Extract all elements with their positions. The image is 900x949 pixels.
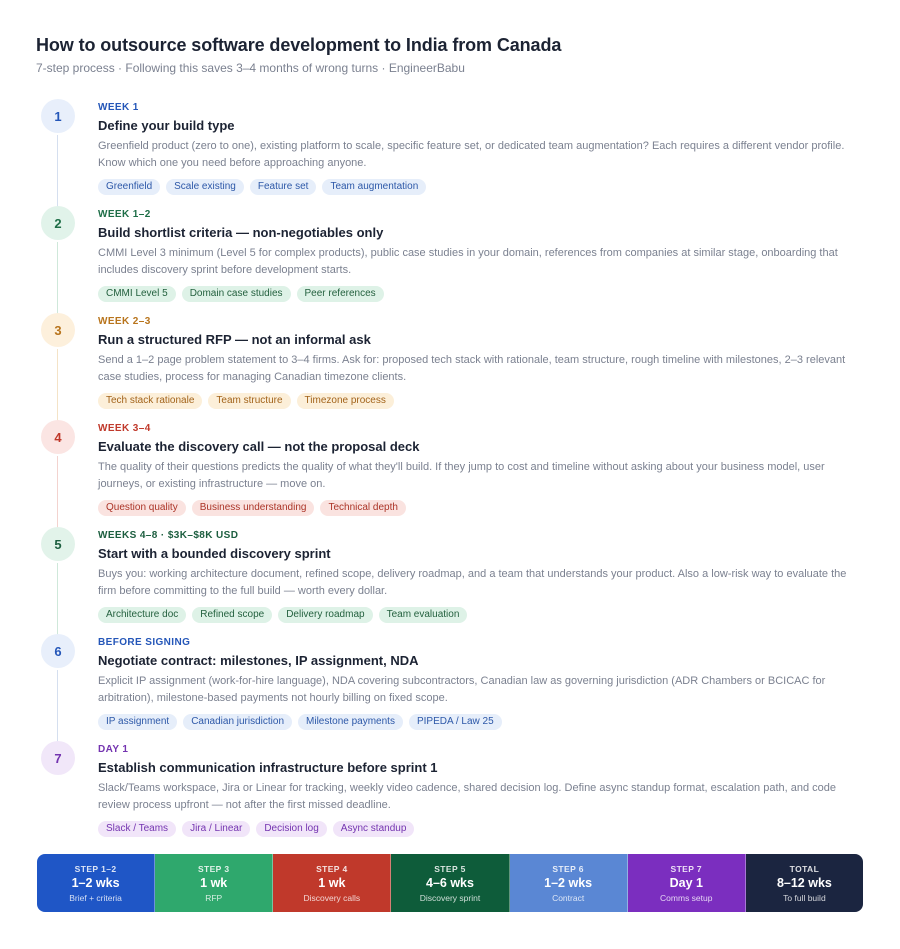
summary-cell-sub: Discovery sprint [419,892,481,903]
tag-chip: Decision log [256,821,326,837]
summary-cell [628,854,746,912]
steps-list [36,98,864,847]
step-description: Slack/Teams workspace, Jira or Linear for tracking, weekly video cadence, shared decision log. Define async standup format, escalation path, and code review process upfront — not after the first missed deadline. [98,782,837,811]
summary-cell-value: 8–12 wks [776,875,832,890]
summary-cell-label: STEP 3 [197,863,230,874]
step-connector-line [57,349,58,421]
step-content [98,423,860,516]
page-title: How to outsource software development to India from Canada [36,35,562,55]
step-3 [36,312,864,419]
tag-chip: CMMI Level 5 [98,286,176,302]
step-number-badge: 7 [41,741,75,775]
step-title: Define your build type [98,118,235,133]
step-connector-line [57,135,58,207]
step-week-label: WEEK 2–3 [98,316,151,327]
step-week-label: WEEK 1–2 [98,209,151,220]
step-tags [98,286,860,302]
summary-cell-label: STEP 1–2 [74,863,117,874]
step-7 [36,740,864,847]
summary-cell-sub: RFP [205,892,223,903]
step-connector-line [57,456,58,528]
tag-chip: Architecture doc [98,607,186,623]
step-content [98,102,860,195]
summary-cell-sub: Brief + criteria [69,892,122,903]
step-6 [36,633,864,740]
summary-cell-value: 1 wk [200,875,228,890]
step-tags [98,500,860,516]
summary-cell-value: 4–6 wks [426,875,474,890]
summary-cell-value: 1–2 wks [71,875,120,890]
tag-chip: Refined scope [192,607,272,623]
summary-cell-sub: To full build [783,892,826,903]
step-connector-line [57,242,58,314]
step-title: Run a structured RFP — not an informal ask [98,332,371,347]
step-week-label: WEEKS 4–8 · $3K–$8K USD [98,530,239,541]
step-title: Build shortlist criteria — non-negotiables only [98,225,384,240]
step-4 [36,419,864,526]
step-description: CMMI Level 3 minimum (Level 5 for complex products), public case studies in your domain, references from companies at similar stage, onboarding that includes discovery sprint before development starts. [98,247,838,276]
tag-chip: Canadian jurisdiction [183,714,292,730]
summary-cell-label: TOTAL [789,863,820,874]
tag-chip: IP assignment [98,714,177,730]
tag-chip: Delivery roadmap [278,607,372,623]
step-title: Negotiate contract: milestones, IP assignment, NDA [98,653,419,668]
step-description: Explicit IP assignment (work-for-hire language), NDA covering subcontractors, Canadian law as governing jurisdiction (ADR Chambers or BCICAC for arbitration), milestone-based payments not hourly billing on fixed scope. [98,675,826,704]
summary-cell-sub: Comms setup [660,892,713,903]
tag-chip: Team evaluation [379,607,468,623]
tag-chip: Business understanding [192,500,315,516]
tag-chip: Peer references [297,286,384,302]
step-tags [98,714,860,730]
step-tags [98,821,860,837]
step-connector-line [57,670,58,742]
step-description: Greenfield product (zero to one), existing platform to scale, specific feature set, or dedicated team augmentation? Each requires a different vendor profile. Know which one you need before approaching anyone. [98,140,845,169]
step-number-badge: 4 [41,420,75,454]
tag-chip: Slack / Teams [98,821,176,837]
step-content [98,637,860,730]
summary-cell-label: STEP 5 [434,863,466,874]
step-title: Start with a bounded discovery sprint [98,546,331,561]
tag-chip: PIPEDA / Law 25 [409,714,502,730]
tag-chip: Timezone process [297,393,394,409]
step-week-label: DAY 1 [98,744,129,755]
step-week-label: BEFORE SIGNING [98,637,191,648]
tag-chip: Feature set [250,179,317,195]
step-content [98,744,860,837]
step-tags [98,393,860,409]
step-week-label: WEEK 1 [98,102,139,113]
step-number-badge: 2 [41,206,75,240]
summary-cell [155,854,273,912]
tag-chip: Tech stack rationale [98,393,202,409]
step-description: Send a 1–2 page problem statement to 3–4 firms. Ask for: proposed tech stack with rationale, team structure, rough timeline with milestones, 2–3 relevant case studies, process for managing Canadian timezone clients. [98,354,846,383]
summary-cell-sub: Contract [552,892,585,903]
summary-cell-sub: Discovery calls [303,892,361,903]
tag-chip: Team augmentation [322,179,426,195]
step-number-badge: 6 [41,634,75,668]
tag-chip: Scale existing [166,179,244,195]
summary-cell [37,854,155,912]
step-content [98,530,860,623]
step-number-badge: 5 [41,527,75,561]
summary-cell-label: STEP 6 [552,863,584,874]
step-title: Establish communication infrastructure before sprint 1 [98,760,438,775]
step-tags [98,607,860,623]
summary-cell [273,854,391,912]
tag-chip: Team structure [208,393,290,409]
tag-chip: Async standup [333,821,415,837]
step-description: Buys you: working architecture document, refined scope, delivery roadmap, and a team that understands your product. Also a low-risk way to evaluate the firm before committing to the full build — worth every dollar. [98,568,847,597]
step-1 [36,98,864,205]
tag-chip: Milestone payments [298,714,403,730]
step-tags [98,179,860,195]
summary-cell-value: Day 1 [669,875,703,890]
step-week-label: WEEK 3–4 [98,423,151,434]
tag-chip: Question quality [98,500,186,516]
summary-cell [746,854,863,912]
tag-chip: Domain case studies [182,286,291,302]
page-subtitle: 7-step process · Following this saves 3–4 months of wrong turns · EngineerBabu [36,61,465,75]
step-description: The quality of their questions predicts the quality of what they'll build. If they jump to cost and timeline without asking about your business model, user journeys, or existing infrastructure — move on. [98,461,825,490]
step-2 [36,205,864,312]
step-number-badge: 1 [41,99,75,133]
tag-chip: Jira / Linear [182,821,250,837]
summary-cell [510,854,628,912]
step-5 [36,526,864,633]
step-content [98,209,860,302]
tag-chip: Greenfield [98,179,160,195]
summary-bar [37,854,863,912]
summary-cell [391,854,509,912]
step-number-badge: 3 [41,313,75,347]
summary-cell-label: STEP 4 [316,863,348,874]
step-connector-line [57,563,58,635]
summary-cell-value: 1 wk [318,875,346,890]
summary-cell-label: STEP 7 [670,863,703,874]
step-content [98,316,860,409]
tag-chip: Technical depth [320,500,406,516]
step-title: Evaluate the discovery call — not the proposal deck [98,439,420,454]
summary-cell-value: 1–2 wks [544,875,593,890]
